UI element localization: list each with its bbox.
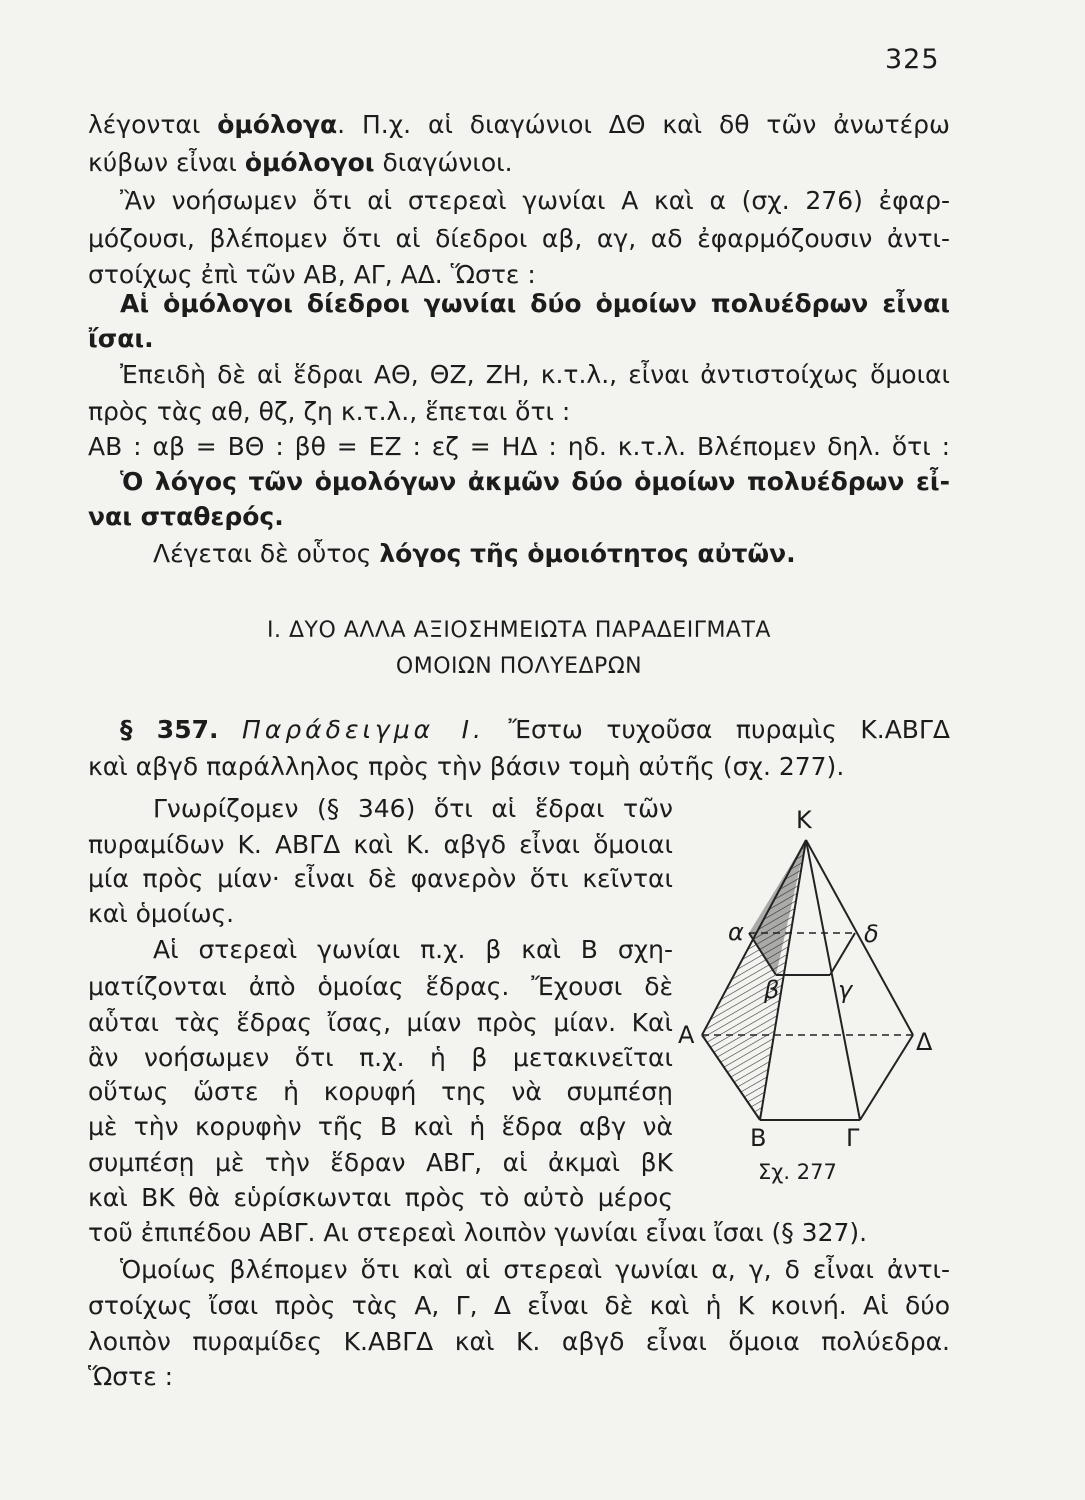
text-line: καὶ ὁμοίως.	[88, 899, 235, 928]
text-line: οὕτως ὥστε ἡ κορυφή της νὰ συμπέσῃ	[88, 1077, 673, 1106]
text-span: Λέγεται δὲ οὗτος	[153, 539, 380, 568]
text-line	[88, 500, 950, 534]
text-line: καὶ ΒΚ θὰ εὑρίσκωνται πρὸς τὸ αὐτὸ μέρος	[88, 1183, 673, 1212]
label-G: Γ	[846, 1124, 860, 1152]
text-line	[120, 465, 950, 499]
text-span: Ἐπειδὴ δὲ αἱ ἕδραι ΑΘ, ΘΖ, ΖΗ, κ.τ.λ., εἶναι ἀντιστοίχως ὅμοιαι	[120, 360, 950, 389]
text-line	[88, 395, 950, 429]
text-line: ματίζονται ἀπὸ ὁμοίας ἕδρας. Ἔχουσι δὲ	[88, 972, 673, 1001]
text-span: λόγος τῆς ὁμοιότητος αὐτῶν.	[379, 539, 796, 568]
text-line	[88, 322, 950, 356]
text-span: Ὁ λόγος τῶν ὁμολόγων ἀκμῶν δύο ὁμοίων πολυέδρων εἶ-	[120, 467, 950, 496]
figure-caption: Σχ. 277	[758, 1160, 837, 1184]
text-line	[153, 537, 950, 571]
text-line: πυραμίδων Κ. ΑΒΓΔ καὶ Κ. αβγδ εἶναι ὅμοιαι	[88, 830, 673, 859]
text-line	[88, 430, 950, 464]
section-heading-line-2: ΟΜΟΙΩΝ ΠΟΛΥΕΔΡΩΝ	[395, 654, 643, 679]
text-span: . Π.χ. αἱ διαγώνιοι ΔΘ καὶ δθ τῶν ἀνωτέρω	[337, 110, 950, 139]
text-span: πρὸς τὰς αθ, θζ, ζη κ.τ.λ., ἕπεται ὅτι :	[88, 397, 571, 426]
label-D: Δ	[916, 1028, 933, 1056]
text-line: Γνωρίζομεν (§ 346) ὅτι αἱ ἕδραι τῶν	[153, 794, 673, 823]
text-span: ΑΒ : αβ = ΒΘ : βθ = ΕΖ : εζ = ΗΔ : ηδ. κ.τ.λ. Βλέπομεν δηλ. ὅτι :	[88, 432, 950, 461]
section-heading-line-1: Ι. ΔΥΟ ΑΛΛΑ ΑΞΙΟΣΗΜΕΙΩΤΑ ΠΑΡΑΔΕΙΓΜΑΤΑ	[267, 618, 771, 643]
section-first-line-text: Ἔστω τυχοῦσα πυραμὶς Κ.ΑΒΓΔ	[484, 715, 950, 744]
text-span: λέγονται	[88, 110, 218, 139]
text-line: Ὥστε :	[88, 1362, 174, 1391]
text-line: μία πρὸς μίαν· εἶναι δὲ φανερὸν ὅτι κεῖνται	[88, 864, 673, 893]
label-beta: β	[764, 976, 780, 1004]
text-span: ὁμόλογα	[217, 110, 338, 139]
section-title: Παράδειγμα Ι.	[242, 715, 485, 744]
text-line: ἂν νοήσωμεν ὅτι π.χ. ἡ β μετακινεῖται	[88, 1043, 673, 1072]
edge-KD	[806, 840, 913, 1035]
text-span: μόζουσι, βλέπομεν ὅτι αἱ δίεδροι αβ, αγ, αδ ἐφαρμόζουσιν ἀντι-	[88, 224, 950, 253]
text-span: Αἱ ὁμόλογοι δίεδροι γωνίαι δύο ὁμοίων πολυέδρων εἶναι	[120, 289, 950, 318]
section-number: § 357.	[120, 715, 219, 744]
label-alpha: α	[728, 918, 744, 946]
text-line: στοίχως ἴσαι πρὸς τὰς Α, Γ, Δ εἶναι δὲ καὶ ἡ Κ κοινή. Αἱ δύο	[88, 1291, 950, 1320]
pyramid-figure	[670, 800, 960, 1200]
page-number: 325	[885, 44, 940, 75]
text-span: διαγώνιοι.	[374, 148, 513, 177]
label-K: Κ	[796, 806, 812, 834]
edge-GD	[860, 1035, 913, 1120]
text-span: κύβων εἶναι	[88, 148, 245, 177]
text-line: Ὁμοίως βλέπομεν ὅτι καὶ αἱ στερεαὶ γωνίαι α, γ, δ εἶναι ἀντι-	[120, 1255, 950, 1284]
text-span: Ἂν νοήσωμεν ὅτι αἱ στερεαὶ γωνίαι Α καὶ α (σχ. 276) ἐφαρ-	[120, 186, 950, 215]
text-line: αὗται τὰς ἕδρας ἴσας, μίαν πρὸς μίαν. Καὶ	[88, 1008, 673, 1037]
label-gamma: γ	[838, 976, 853, 1004]
text-span: ὁμόλογοι	[244, 148, 375, 177]
text-span: ναι σταθερός.	[88, 502, 284, 531]
text-line: συμπέσῃ μὲ τὴν ἕδραν ΑΒΓ, αἱ ἀκμαὶ βΚ	[88, 1148, 673, 1177]
text-line	[88, 146, 950, 180]
label-delta: δ	[864, 920, 879, 948]
text-span: ἴσαι.	[88, 324, 154, 353]
text-line: μὲ τὴν κορυφὴν τῆς Β καὶ ἡ ἕδρα αβγ νὰ	[88, 1112, 673, 1141]
label-B: Β	[750, 1124, 767, 1152]
text-line	[88, 108, 950, 142]
text-line: λοιπὸν πυραμίδες Κ.ΑΒΓΔ καὶ Κ. αβγδ εἶναι ὅμοια πολύεδρα.	[88, 1327, 950, 1356]
text-span: στοίχως ἐπὶ τῶν ΑΒ, ΑΓ, ΑΔ. Ὥστε :	[88, 260, 536, 289]
text-line	[120, 184, 950, 218]
text-line	[88, 222, 950, 256]
text-line	[120, 358, 950, 392]
label-A: Α	[678, 1021, 695, 1049]
text-line: καὶ αβγδ παράλληλος πρὸς τὴν βάσιν τομὴ αὐτῆς (σχ. 277).	[88, 752, 845, 781]
text-line: τοῦ ἐπιπέδου ΑΒΓ. Αι στερεαὶ λοιπὸν γωνίαι εἶναι ἴσαι (§ 327).	[88, 1218, 868, 1247]
section-357-first-line	[120, 713, 950, 747]
edge-gd	[830, 933, 855, 975]
text-line: Αἱ στερεαὶ γωνίαι π.χ. β καὶ Β σχη-	[153, 935, 673, 964]
text-line	[120, 287, 950, 321]
